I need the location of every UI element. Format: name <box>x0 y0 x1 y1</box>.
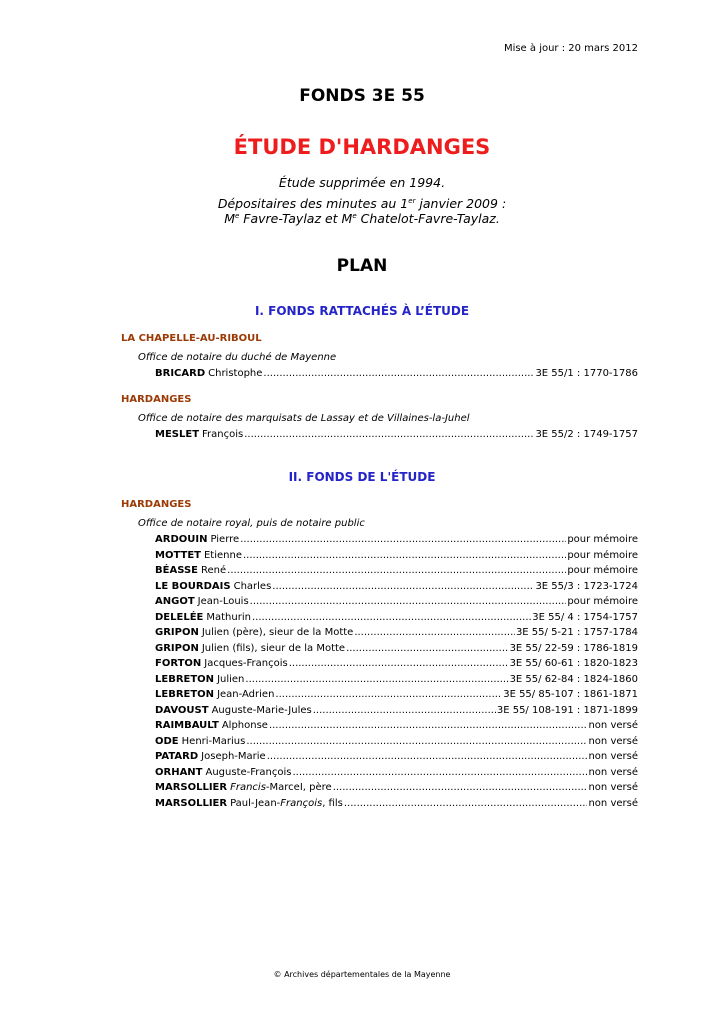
notary-name: GRIPON <box>155 627 199 638</box>
notary-ref: pour mémoire <box>567 596 638 607</box>
section-2-title: II. FONDS DE L'ÉTUDE <box>288 470 436 484</box>
list-item <box>155 688 638 701</box>
notary-name: MARSOLLIER <box>155 798 228 809</box>
place-heading: HARDANGES <box>121 499 192 510</box>
list-item <box>155 735 638 748</box>
leader-dots <box>313 704 496 717</box>
leader-dots <box>289 657 509 670</box>
notary-ref: pour mémoire <box>567 534 638 545</box>
notary-name: LE BOURDAIS <box>155 581 231 592</box>
notary-ref: 3E 55/ 5-21 : 1757-1784 <box>515 627 638 638</box>
list-item <box>155 611 638 624</box>
notary-given: Auguste-Marie-Jules <box>211 705 312 716</box>
notary-given: Joseph-Marie <box>201 751 266 762</box>
notary-name: LEBRETON <box>155 674 215 685</box>
notary-ref: non versé <box>588 736 638 747</box>
leader-dots <box>269 719 588 732</box>
notaires-line: Me Favre-Taylaz et Me Chatelot-Favre-Taylaz. <box>224 211 500 226</box>
list-item <box>155 367 638 380</box>
notary-given: Mathurin <box>206 612 251 623</box>
list-item <box>155 766 638 779</box>
leader-dots <box>250 595 567 608</box>
etude-title: ÉTUDE D'HARDANGES <box>233 135 491 159</box>
notary-given: Julien (père), sieur de la Motte <box>201 627 354 638</box>
notary-ref: non versé <box>588 767 638 778</box>
notary-ref: 3E 55/1 : 1770-1786 <box>535 368 638 379</box>
leader-dots <box>263 367 534 380</box>
depositaires-line: Dépositaires des minutes au 1er janvier 2009 : <box>217 196 507 211</box>
notary-ref: 3E 55/ 22-59 : 1786-1819 <box>509 643 638 654</box>
notary-given: Julien <box>217 674 245 685</box>
list-item <box>155 642 638 655</box>
list-item <box>155 595 638 608</box>
leader-dots <box>354 626 515 639</box>
list-item <box>155 428 638 441</box>
list-item <box>155 673 638 686</box>
update-date: Mise à jour : 20 mars 2012 <box>503 43 638 54</box>
notary-given: Pierre <box>210 534 240 545</box>
leader-dots <box>244 428 534 441</box>
notary-given: Alphonse <box>221 720 268 731</box>
notary-ref: non versé <box>588 782 638 793</box>
notary-ref: 3E 55/ 4 : 1754-1757 <box>532 612 638 623</box>
leader-dots <box>227 564 566 577</box>
leader-dots <box>346 642 509 655</box>
place-heading: HARDANGES <box>121 394 192 405</box>
section-1-title: I. FONDS RATTACHÉS À L’ÉTUDE <box>254 304 470 318</box>
notary-given: Jacques-François <box>204 658 288 669</box>
list-item <box>155 533 638 546</box>
notary-name: ANGOT <box>155 596 195 607</box>
notary-ref: 3E 55/ 108-191 : 1871-1899 <box>496 705 638 716</box>
list-item <box>155 564 638 577</box>
notary-name: LEBRETON <box>155 689 215 700</box>
notary-ref: pour mémoire <box>567 550 638 561</box>
notary-name: ODE <box>155 736 179 747</box>
list-item <box>155 580 638 593</box>
notary-given: René <box>200 565 227 576</box>
list-item <box>155 657 638 670</box>
notary-name: ARDOUIN <box>155 534 208 545</box>
notary-name: ORHANT <box>155 767 203 778</box>
notary-ref: non versé <box>588 798 638 809</box>
notary-ref: pour mémoire <box>567 565 638 576</box>
office-label: Office de notaire du duché de Mayenne <box>138 352 337 363</box>
notary-name: RAIMBAULT <box>155 720 219 731</box>
notary-given: Paul-Jean-François, fils <box>230 798 343 809</box>
notary-name: MARSOLLIER <box>155 782 228 793</box>
leader-dots <box>292 766 587 779</box>
notary-given: Jean-Louis <box>197 596 249 607</box>
notary-ref: non versé <box>588 751 638 762</box>
notary-given: Henri-Marius <box>181 736 246 747</box>
notary-given: Jean-Adrien <box>217 689 275 700</box>
notary-name: MESLET <box>155 429 200 440</box>
notary-ref: 3E 55/2 : 1749-1757 <box>535 429 638 440</box>
list-item <box>155 704 638 717</box>
leader-dots <box>243 549 566 562</box>
notary-given: Etienne <box>203 550 242 561</box>
notary-name: DAVOUST <box>155 705 209 716</box>
list-item <box>155 719 638 732</box>
notary-name: BRICARD <box>155 368 206 379</box>
leader-dots <box>252 611 531 624</box>
leader-dots <box>275 688 502 701</box>
fonds-heading: FONDS 3E 55 <box>299 86 425 106</box>
notary-name: PATARD <box>155 751 199 762</box>
list-item <box>155 750 638 763</box>
notary-given: Auguste-François <box>205 767 292 778</box>
leader-dots <box>333 781 588 794</box>
notary-ref: non versé <box>588 720 638 731</box>
notary-given: François <box>202 429 244 440</box>
notary-name: MOTTET <box>155 550 201 561</box>
suppression-line: Étude supprimée en 1994. <box>278 175 446 190</box>
leader-dots <box>267 750 588 763</box>
notary-ref: 3E 55/ 60-61 : 1820-1823 <box>509 658 638 669</box>
office-label: Office de notaire royal, puis de notaire public <box>138 518 365 529</box>
leader-dots <box>245 673 508 686</box>
notary-name: DELELÉE <box>155 612 204 623</box>
leader-dots <box>344 797 588 810</box>
office-label: Office de notaire des marquisats de Lassay et de Villaines-la-Juhel <box>138 413 470 424</box>
notary-ref: 3E 55/ 62-84 : 1824-1860 <box>509 674 638 685</box>
notary-given: Charles <box>233 581 272 592</box>
list-item <box>155 626 638 639</box>
leader-dots <box>246 735 587 748</box>
notary-given: Christophe <box>208 368 263 379</box>
list-item <box>155 781 638 794</box>
list-item <box>155 797 638 810</box>
place-heading: LA CHAPELLE-AU-RIBOUL <box>121 333 262 344</box>
plan-heading: PLAN <box>336 256 388 276</box>
notary-ref: 3E 55/ 85-107 : 1861-1871 <box>503 689 638 700</box>
list-item <box>155 549 638 562</box>
leader-dots <box>240 533 566 546</box>
notary-name: FORTON <box>155 658 202 669</box>
notary-name: GRIPON <box>155 643 199 654</box>
notary-ref: 3E 55/3 : 1723-1724 <box>535 581 638 592</box>
notary-name: BÉASSE <box>155 565 198 576</box>
leader-dots <box>272 580 534 593</box>
footer-copyright: © Archives départementales de la Mayenne <box>273 970 451 979</box>
notary-given: Julien (fils), sieur de la Motte <box>201 643 346 654</box>
notary-given: Francis-MarceI, père <box>230 782 332 793</box>
